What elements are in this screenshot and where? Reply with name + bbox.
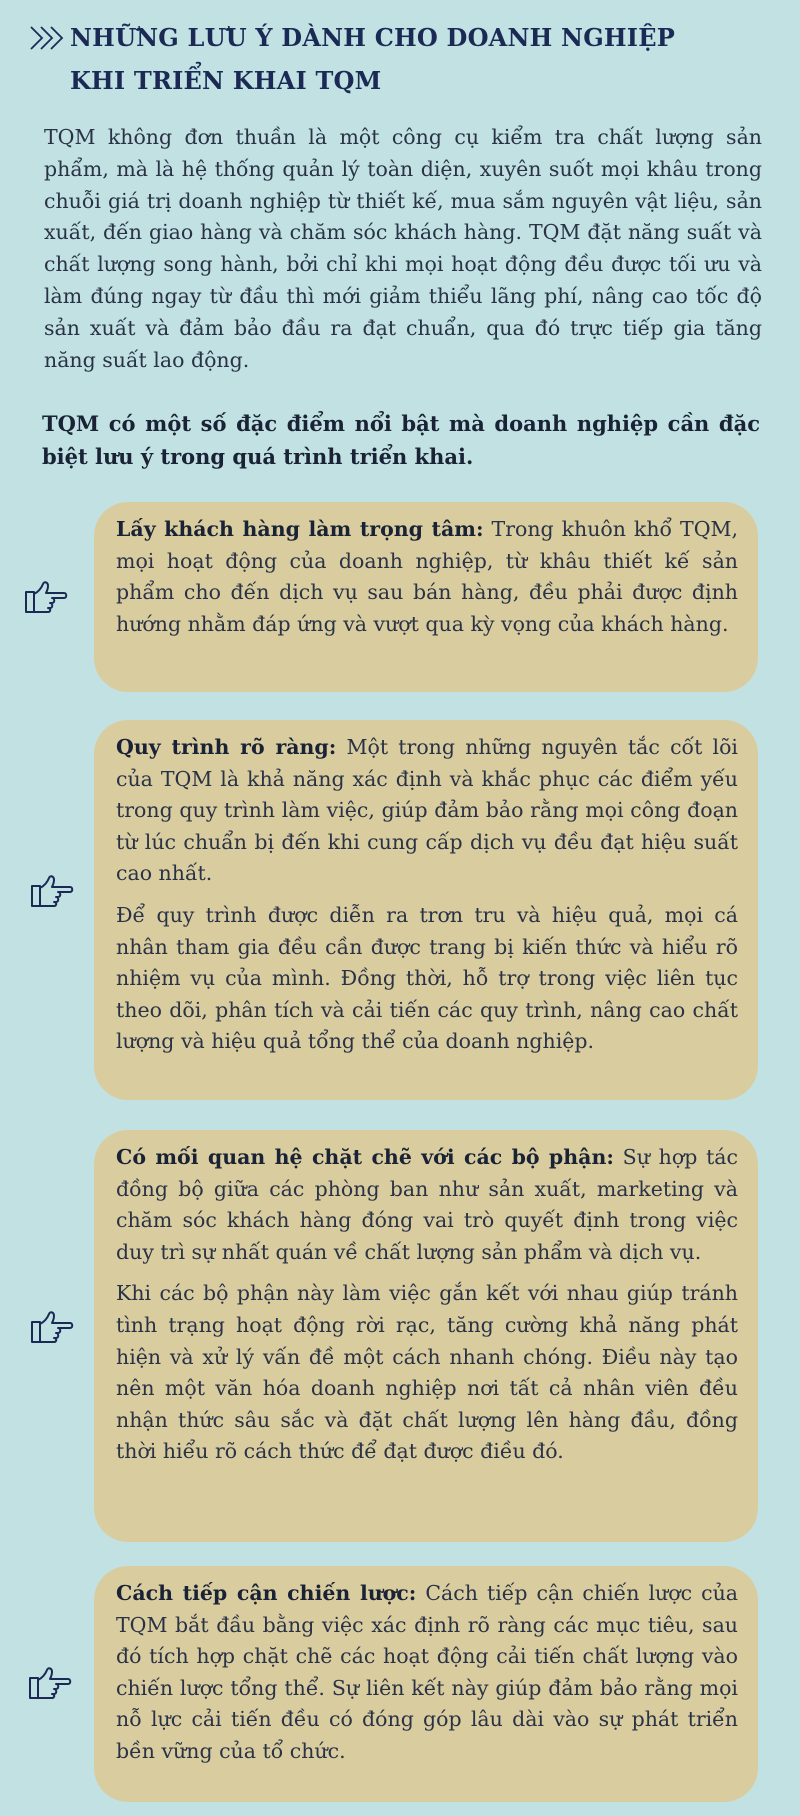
section-header [24,16,784,102]
intro-paragraph: TQM không đơn thuần là một công cụ kiểm tra chất lượng sản phẩm, mà là hệ thống quản lý toàn diện, xuyên suốt mọi khâu trong chuỗi giá trị doanh nghiệp từ thiết kế, mua sắm nguyên vật liệu, sản xuất, đến giao hàng và chăm sóc khách hàng. TQM đặt năng suất và chất lượng song hành, bởi chỉ khi mọi hoạt động đều được tối ưu và làm đúng ngay từ đầu thì mới giảm thiểu lãng phí, nâng cao tốc độ sản xuất và đảm bảo đầu ra đạt chuẩn, qua đó trực tiếp gia tăng năng suất lao động. [44,125,762,372]
card-heading: Quy trình rõ ràng: [116,735,337,759]
card-text: Trong khuôn khổ TQM, mọi hoạt động của doanh nghiệp, từ khâu thiết kế sản phẩm cho đến dịch vụ sau bán hàng, đều phải được định hướng nhằm đáp ứng và vượt qua kỳ vọng của khách hàng. [116,517,739,636]
card-paragraph [116,732,738,890]
pointing-hand-icon [26,1664,74,1704]
card-paragraph [116,1142,738,1268]
card-text: Cách tiếp cận chiến lược của TQM bắt đầu bằng việc xác định rõ ràng các mục tiêu, sau đó tích hợp chặt chẽ các hoạt động cải tiến chất lượng vào chiến lược tổng thể. Sự liên kết này giúp đảm bảo rằng mọi nỗ lực cải tiến đều có đóng góp lâu dài vào sự phát triển bền vững của tổ chức. [116,1581,739,1763]
pointing-hand-icon [28,872,76,912]
card-paragraph-2: Để quy trình được diễn ra trơn tru và hiệu quả, mọi cá nhân tham gia đều cần được trang bị kiến thức và hiểu rõ nhiệm vụ của mình. Đồng thời, hỗ trợ trong việc liên tục theo dõi, phân tích và cải tiến các quy trình, nâng cao chất lượng và hiệu quả tổng thể của doanh nghiệp. [116,902,738,1054]
double-chevron-right-icon [28,24,68,52]
feature-card-strategic-approach [94,1566,758,1802]
feature-card-department-relations [94,1130,758,1542]
card-heading: Lấy khách hàng làm trọng tâm: [116,517,484,541]
card-text: Một trong những nguyên tắc cốt lõi của TQM là khả năng xác định và khắc phục các điểm yếu trong quy trình làm việc, giúp đảm bảo rằng mọi công đoạn từ lúc chuẩn bị đến khi cung cấp dịch vụ đều đạt hiệu suất cao nhất. [116,735,738,886]
card-paragraph [116,514,738,640]
feature-card-customer-focus [94,502,758,692]
card-paragraph-2: Khi các bộ phận này làm việc gắn kết với nhau giúp tránh tình trạng hoạt động rời rạc, tăng cường khả năng phát hiện và xử lý vấn đề một cách nhanh chóng. Điều này tạo nên một văn hóa doanh nghiệp nơi tất cả nhân viên đều nhận thức sâu sắc và đặt chất lượng lên hàng đầu, đồng thời hiểu rõ cách thức để đạt được điều đó. [116,1281,738,1464]
title-line-1: NHỮNG LƯU Ý DÀNH CHO DOANH NGHIỆP [70,23,675,52]
card-heading: Cách tiếp cận chiến lược: [116,1581,417,1605]
page-title [70,16,784,102]
lead-paragraph: TQM có một số đặc điểm nổi bật mà doanh nghiệp cần đặc biệt lưu ý trong quá trình triển khai. [42,411,760,469]
pointing-hand-icon [22,578,70,618]
card-paragraph [116,1578,738,1768]
card-heading: Có mối quan hệ chặt chẽ với các bộ phận: [116,1145,614,1169]
title-line-2: KHI TRIỂN KHAI TQM [70,66,382,95]
card-text: Sự hợp tác đồng bộ giữa các phòng ban như sản xuất, marketing và chăm sóc khách hàng đóng vai trò quyết định trong việc duy trì sự nhất quán về chất lượng sản phẩm và dịch vụ. [116,1145,739,1264]
pointing-hand-icon [28,1308,76,1348]
feature-card-clear-process [94,720,758,1100]
